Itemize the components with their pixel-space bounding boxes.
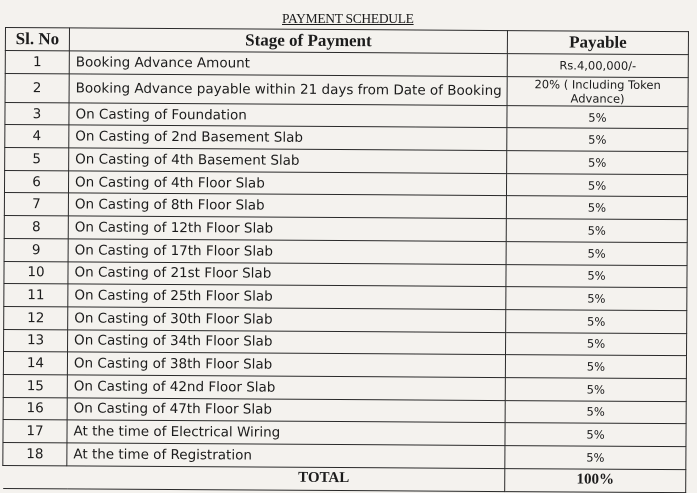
row-payable: 5% (506, 332, 687, 356)
row-payable: 5% (505, 400, 686, 424)
row-number: 1 (5, 51, 69, 74)
row-number: 12 (4, 306, 68, 329)
row-number: 14 (3, 352, 67, 375)
header-stage: Stage of Payment (69, 28, 507, 54)
row-stage: On Casting of 8th Floor Slab (68, 193, 506, 218)
row-payable: 5% (507, 105, 688, 129)
row-number: 6 (4, 170, 68, 193)
row-stage: On Casting of 2nd Basement Slab (69, 125, 507, 150)
row-stage: On Casting of 17th Floor Slab (68, 239, 506, 264)
row-payable: Rs.4,00,000/- (507, 54, 688, 78)
row-stage: On Casting of 12th Floor Slab (68, 216, 506, 241)
row-stage: On Casting of 21st Floor Slab (68, 261, 506, 286)
row-stage: On Casting of Foundation (69, 103, 507, 128)
row-payable: 5% (506, 219, 687, 243)
table-row (5, 73, 688, 106)
row-stage: On Casting of 25th Floor Slab (68, 284, 506, 309)
row-number: 8 (4, 216, 68, 239)
row-payable: 5% (507, 128, 688, 152)
row-number: 2 (5, 73, 69, 102)
row-number: 5 (5, 148, 69, 171)
row-payable: 5% (507, 151, 688, 175)
document-title: PAYMENT SCHEDULE (282, 11, 414, 26)
row-number: 11 (4, 284, 68, 307)
row-stage: On Casting of 34th Floor Slab (68, 329, 506, 354)
row-number: 15 (3, 374, 67, 397)
total-value: 100% (505, 468, 686, 492)
row-number: 9 (4, 238, 68, 261)
row-payable: 5% (506, 196, 687, 220)
row-stage: On Casting of 4th Floor Slab (68, 171, 506, 196)
header-sl-no: Sl. No (5, 28, 69, 51)
row-stage: On Casting of 30th Floor Slab (68, 307, 506, 332)
row-number: 10 (4, 261, 68, 284)
row-payable: 20% ( Including Token Advance) (507, 76, 688, 106)
payment-schedule-table (2, 27, 689, 493)
row-number: 17 (3, 420, 67, 443)
row-stage: Booking Advance payable within 21 days from Date of Booking (69, 74, 507, 106)
row-stage: On Casting of 47th Floor Slab (67, 398, 505, 423)
row-payable: 5% (505, 446, 686, 470)
row-number: 13 (4, 329, 68, 352)
row-stage: Booking Advance Amount (69, 51, 507, 76)
row-payable: 5% (506, 173, 687, 197)
row-stage: On Casting of 4th Basement Slab (69, 148, 507, 173)
row-stage: At the time of Registration (67, 443, 505, 468)
total-label: TOTAL (3, 465, 505, 491)
row-number: 4 (5, 125, 69, 148)
total-row (3, 465, 686, 492)
row-payable: 5% (505, 355, 686, 379)
row-payable: 5% (505, 378, 686, 402)
row-number: 3 (5, 102, 69, 125)
row-payable: 5% (506, 241, 687, 265)
row-stage: At the time of Electrical Wiring (67, 420, 505, 445)
row-payable: 5% (505, 423, 686, 447)
row-number: 7 (4, 193, 68, 216)
row-number: 16 (3, 397, 67, 420)
row-payable: 5% (506, 287, 687, 311)
header-payable: Payable (507, 31, 688, 55)
row-stage: On Casting of 42nd Floor Slab (67, 375, 505, 400)
row-payable: 5% (506, 264, 687, 288)
row-stage: On Casting of 38th Floor Slab (67, 352, 505, 377)
row-number: 18 (3, 442, 67, 465)
row-payable: 5% (506, 309, 687, 333)
